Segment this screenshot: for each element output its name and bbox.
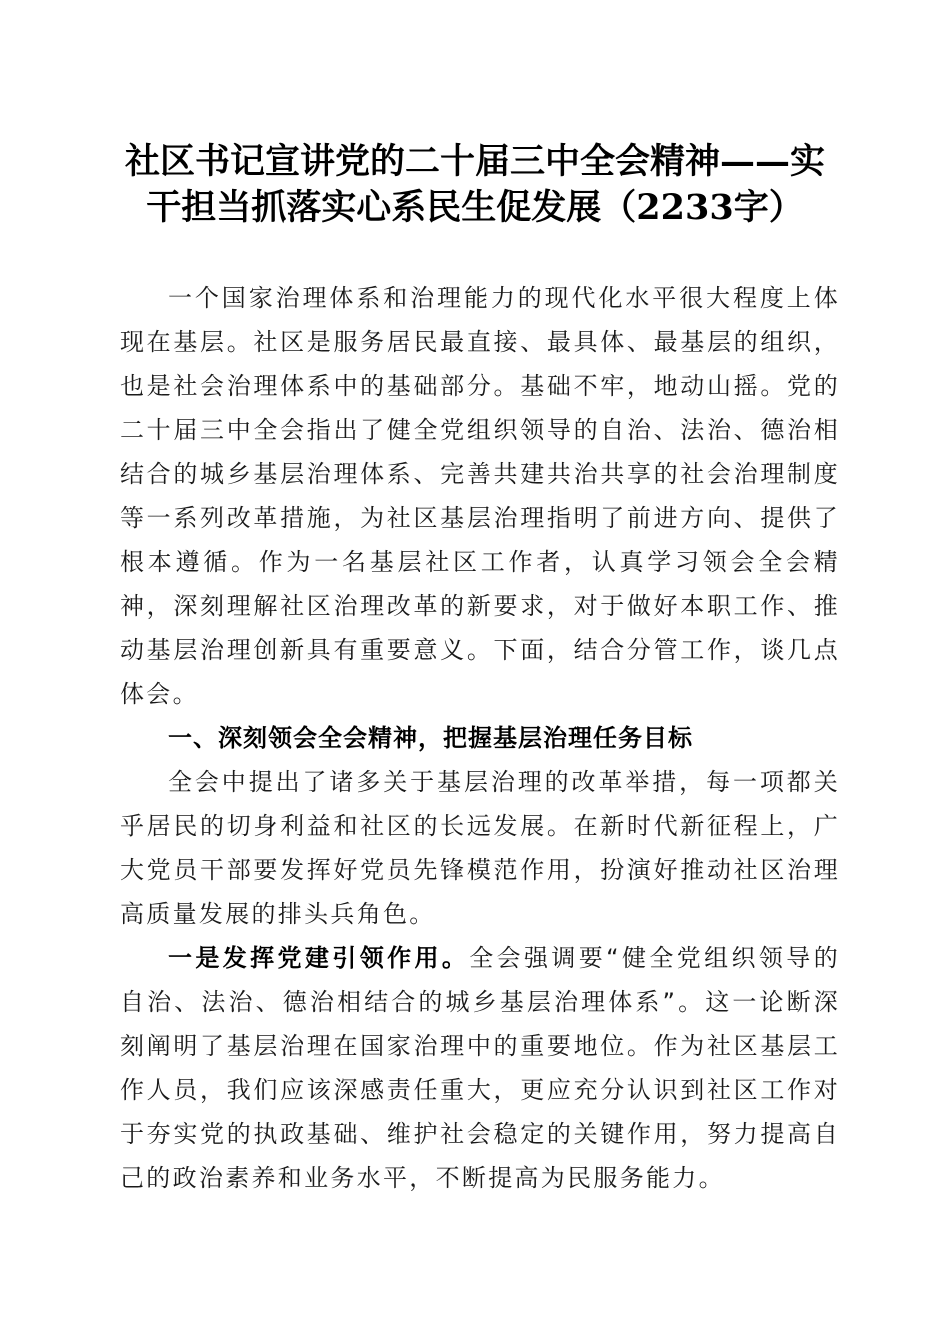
section-heading-1: 一、深刻领会全会精神，把握基层治理任务目标 (168, 724, 693, 752)
paragraph-section-1: 全会中提出了诸多关于基层治理的改革举措，每一项都关乎居民的切身利益和社区的长远发展。在新时代新征程上，广大党员干部要发挥好党员先锋模范作用，扮演好推动社区治理高质量发展的排头兵角色。 (120, 768, 840, 928)
point-1-lead: 一是发挥党建引领作用。 (168, 944, 470, 972)
paragraph-point-1 (120, 936, 840, 1200)
document-title-line-2: 干担当抓落实心系民生促发展（2233字） (146, 187, 804, 228)
paragraph-intro: 一个国家治理体系和治理能力的现代化水平很大程度上体现在基层。社区是服务居民最直接、最具体、最基层的组织，也是社会治理体系中的基础部分。基础不牢，地动山摇。党的二十届三中全会指出了健全党组织领导的自治、法治、德治相结合的城乡基层治理体系、完善共建共治共享的社会治理制度等一系列改革措施，为社区基层治理指明了前进方向、提供了根本遵循。作为一名基层社区工作者，认真学习领会全会精神，深刻理解社区治理改革的新要求，对于做好本职工作、推动基层治理创新具有重要意义。下面，结合分管工作，谈几点体会。 (120, 284, 840, 708)
document-body (120, 276, 840, 1200)
point-1-body: 全会强调要“健全党组织领导的自治、法治、德治相结合的城乡基层治理体系”。这一论断深刻阐明了基层治理在国家治理中的重要地位。作为社区基层工作人员，我们应该深感责任重大，更应充分认识到社区工作对于夯实党的执政基础、维护社会稳定的关键作用，努力提高自己的政治素养和业务水平，不断提高为民服务能力。 (120, 944, 840, 1192)
document-title-line-1: 社区书记宣讲党的二十届三中全会精神——实 (124, 141, 825, 182)
